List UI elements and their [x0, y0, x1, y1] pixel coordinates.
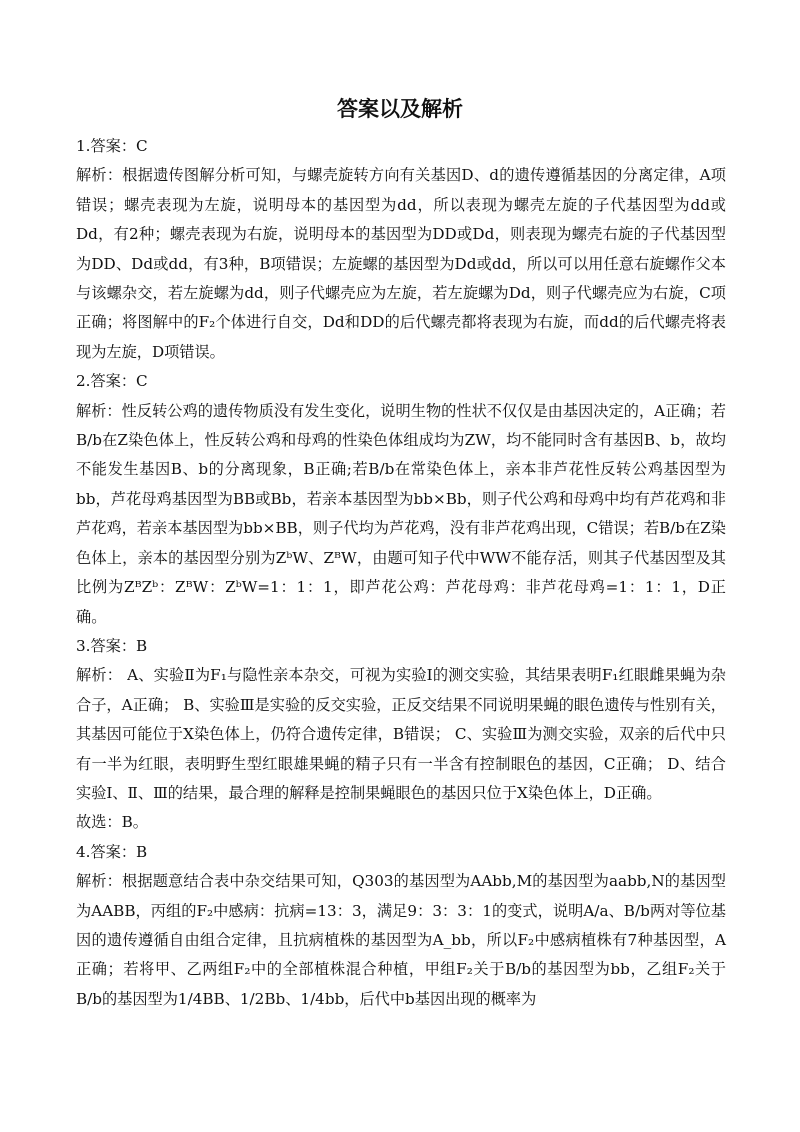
- q1-analysis: 解析：根据遗传图解分析可知，与螺壳旋转方向有关基因D、d的遗传遵循基因的分离定律，A项错误；螺壳表现为左旋，说明母本的基因型为dd，所以表现为螺壳左旋的子代基因型为dd或Dd，有2种；螺壳表现为右旋，说明母本的基因型为DD或Dd，则表现为螺壳右旋的子代基因型为DD、Dd或dd，有3种，B项错误；左旋螺的基因型为Dd或dd，所以可以用任意右旋螺作父本与该螺杂交，若左旋螺为dd，则子代螺壳应为左旋，若左旋螺为Dd，则子代螺壳应为右旋，C项正确；将图解中的F₂个体进行自交，Dd和DD的后代螺壳都将表现为右旋，而dd的后代螺壳将表现为左旋，D项错误。: [76, 166, 726, 361]
- q4-answer: 4.答案：B: [76, 842, 148, 861]
- q1-answer: 1.答案：C: [76, 137, 148, 155]
- page-title: 答案以及解析: [337, 97, 463, 121]
- q3-conclusion: 故选：B。: [76, 813, 148, 832]
- q2-answer: 2.答案：C: [76, 372, 148, 391]
- q3-answer: 3.答案：B: [76, 636, 148, 655]
- q2-analysis: 解析：性反转公鸡的遗传物质没有发生变化，说明生物的性状不仅仅是由基因决定的，A正确；若B/b在Z染色体上，性反转公鸡和母鸡的性染色体组成均为ZW，均不能同时含有基因B、b，故均不能发生基因B、b的分离现象，B正确;若B/b在常染色体上，亲本非芦花性反转公鸡基因型为bb，芦花母鸡基因型为BB或Bb，若亲本基因型为bb×Bb，则子代公鸡和母鸡中均有芦花鸡和非芦花鸡，若亲本基因型为bb×BB，则子代均为芦花鸡，没有非芦花鸡出现，C错误；若B/b在Z染色体上，亲本的基因型分别为ZᵇW、ZᴮW，由题可知子代中WW不能存活，则其子代基因型及其比例为ZᴮZᵇ：ZᴮW：ZᵇW=1：1：1，即芦花公鸡：芦花母鸡：非芦花母鸡=1：1：1，D正确。: [76, 401, 726, 626]
- answer-content: [76, 132, 726, 1014]
- q3-analysis: 解析： A、实验Ⅱ为F₁与隐性亲本杂交，可视为实验Ⅰ的测交实验，其结果表明F₁红眼雌果蝇为杂合子，A正确； B、实验Ⅲ是实验的反交实验，正反交结果不同说明果蝇的眼色遗传与性别有关，其基因可能位于X染色体上，仍符合遗传定律，B错误； C、实验Ⅲ为测交实验，双亲的后代中只有一半为红眼，表明野生型红眼雄果蝇的精子只有一半含有控制眼色的基因，C正确； D、结合实验Ⅰ、Ⅱ、Ⅲ的结果，最合理的解释是控制果蝇眼色的基因只位于X染色体上，D正确。: [76, 666, 726, 802]
- q4-analysis: 解析：根据题意结合表中杂交结果可知，Q303的基因型为AAbb,M的基因型为aabb,N的基因型为AABB，丙组的F₂中感病：抗病=13：3，满足9：3：3：1的变式，说明A/a、B/b两对等位基因的遗传遵循自由组合定律，且抗病植株的基因型为A_bb，所以F₂中感病植株有7种基因型，A正确；若将甲、乙两组F₂中的全部植株混合种植，甲组F₂关于B/b的基因型为bb，乙组F₂关于B/b的基因型为1/4BB、1/2Bb、1/4bb，后代中b基因出现的概率为: [76, 872, 726, 1008]
